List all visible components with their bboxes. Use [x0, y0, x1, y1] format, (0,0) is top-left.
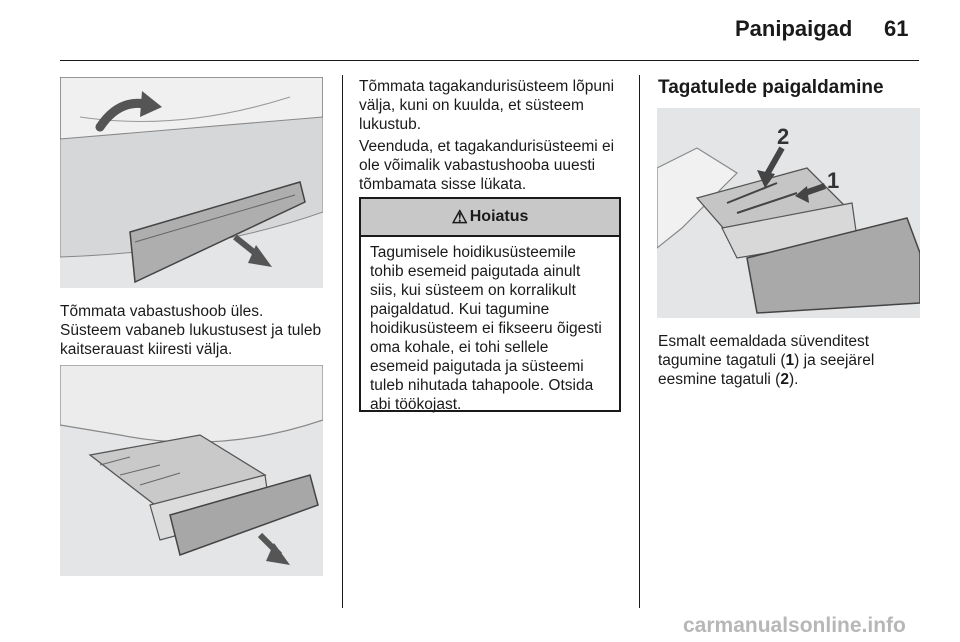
- paragraph-text-part-2: ) ja seejärel eesmine tagatuli (: [658, 352, 875, 388]
- ref-number-1: 1: [785, 352, 795, 369]
- warning-body: Tagumisele hoidikusüsteemile tohib esemeid paigutada ainult siis, kui süsteem on korralikult paigaldatud. Kui tagumine hoidikusüsteem ei fikseeru õigesti oma kohale, ei tohi sellele esemeid paigutada ja süsteemi tuleb nihutada tahapoole. Otsida abi töökojast.: [370, 244, 602, 413]
- page-number: 61: [884, 16, 909, 41]
- column-divider-right: [639, 75, 640, 608]
- ref-number-2: 2: [780, 371, 789, 388]
- paragraph-text-part-3: ).: [788, 371, 799, 388]
- figure-carrier-extended: [60, 365, 323, 576]
- paragraph-verify-lock: Veenduda, et tagakandurisüsteemi ei ole võimalik vabastushooba uuesti tõmbamata sisse lükata.: [359, 138, 615, 193]
- warning-header: [361, 199, 619, 237]
- page-title: Panipaigad: [735, 16, 853, 41]
- paragraph-text-part-1: Esmalt eemaldada süvenditest tagumine tagatuli (: [658, 333, 870, 369]
- callout-2: 2: [777, 124, 790, 149]
- paragraph-release-lever: Tõmmata vabastushoob üles. Süsteem vabaneb lukustusest ja tuleb kaitserauast kiiresti välja.: [60, 303, 322, 358]
- header-divider: [60, 60, 919, 61]
- warning-title: Hoiatus: [469, 208, 529, 225]
- figure-tail-lights: [657, 108, 920, 318]
- warning-box: [359, 197, 621, 412]
- warning-triangle-icon: ⚠: [451, 206, 468, 227]
- column-divider-left: [342, 75, 343, 608]
- watermark: carmanualsonline.info: [683, 614, 906, 637]
- paragraph-remove-lights: [658, 332, 920, 389]
- section-heading: Tagatulede paigaldamine: [658, 77, 884, 98]
- figure-release-lever: [60, 77, 323, 288]
- callout-1: 1: [827, 168, 840, 193]
- bumper-lever-illustration: [60, 77, 323, 288]
- paragraph-pull-out: Tõmmata tagakandurisüsteem lõpuni välja, kuni on kuulda, et süsteem lukustub.: [359, 78, 615, 133]
- tail-lights-illustration: [657, 108, 920, 318]
- carrier-extended-illustration: [60, 365, 323, 576]
